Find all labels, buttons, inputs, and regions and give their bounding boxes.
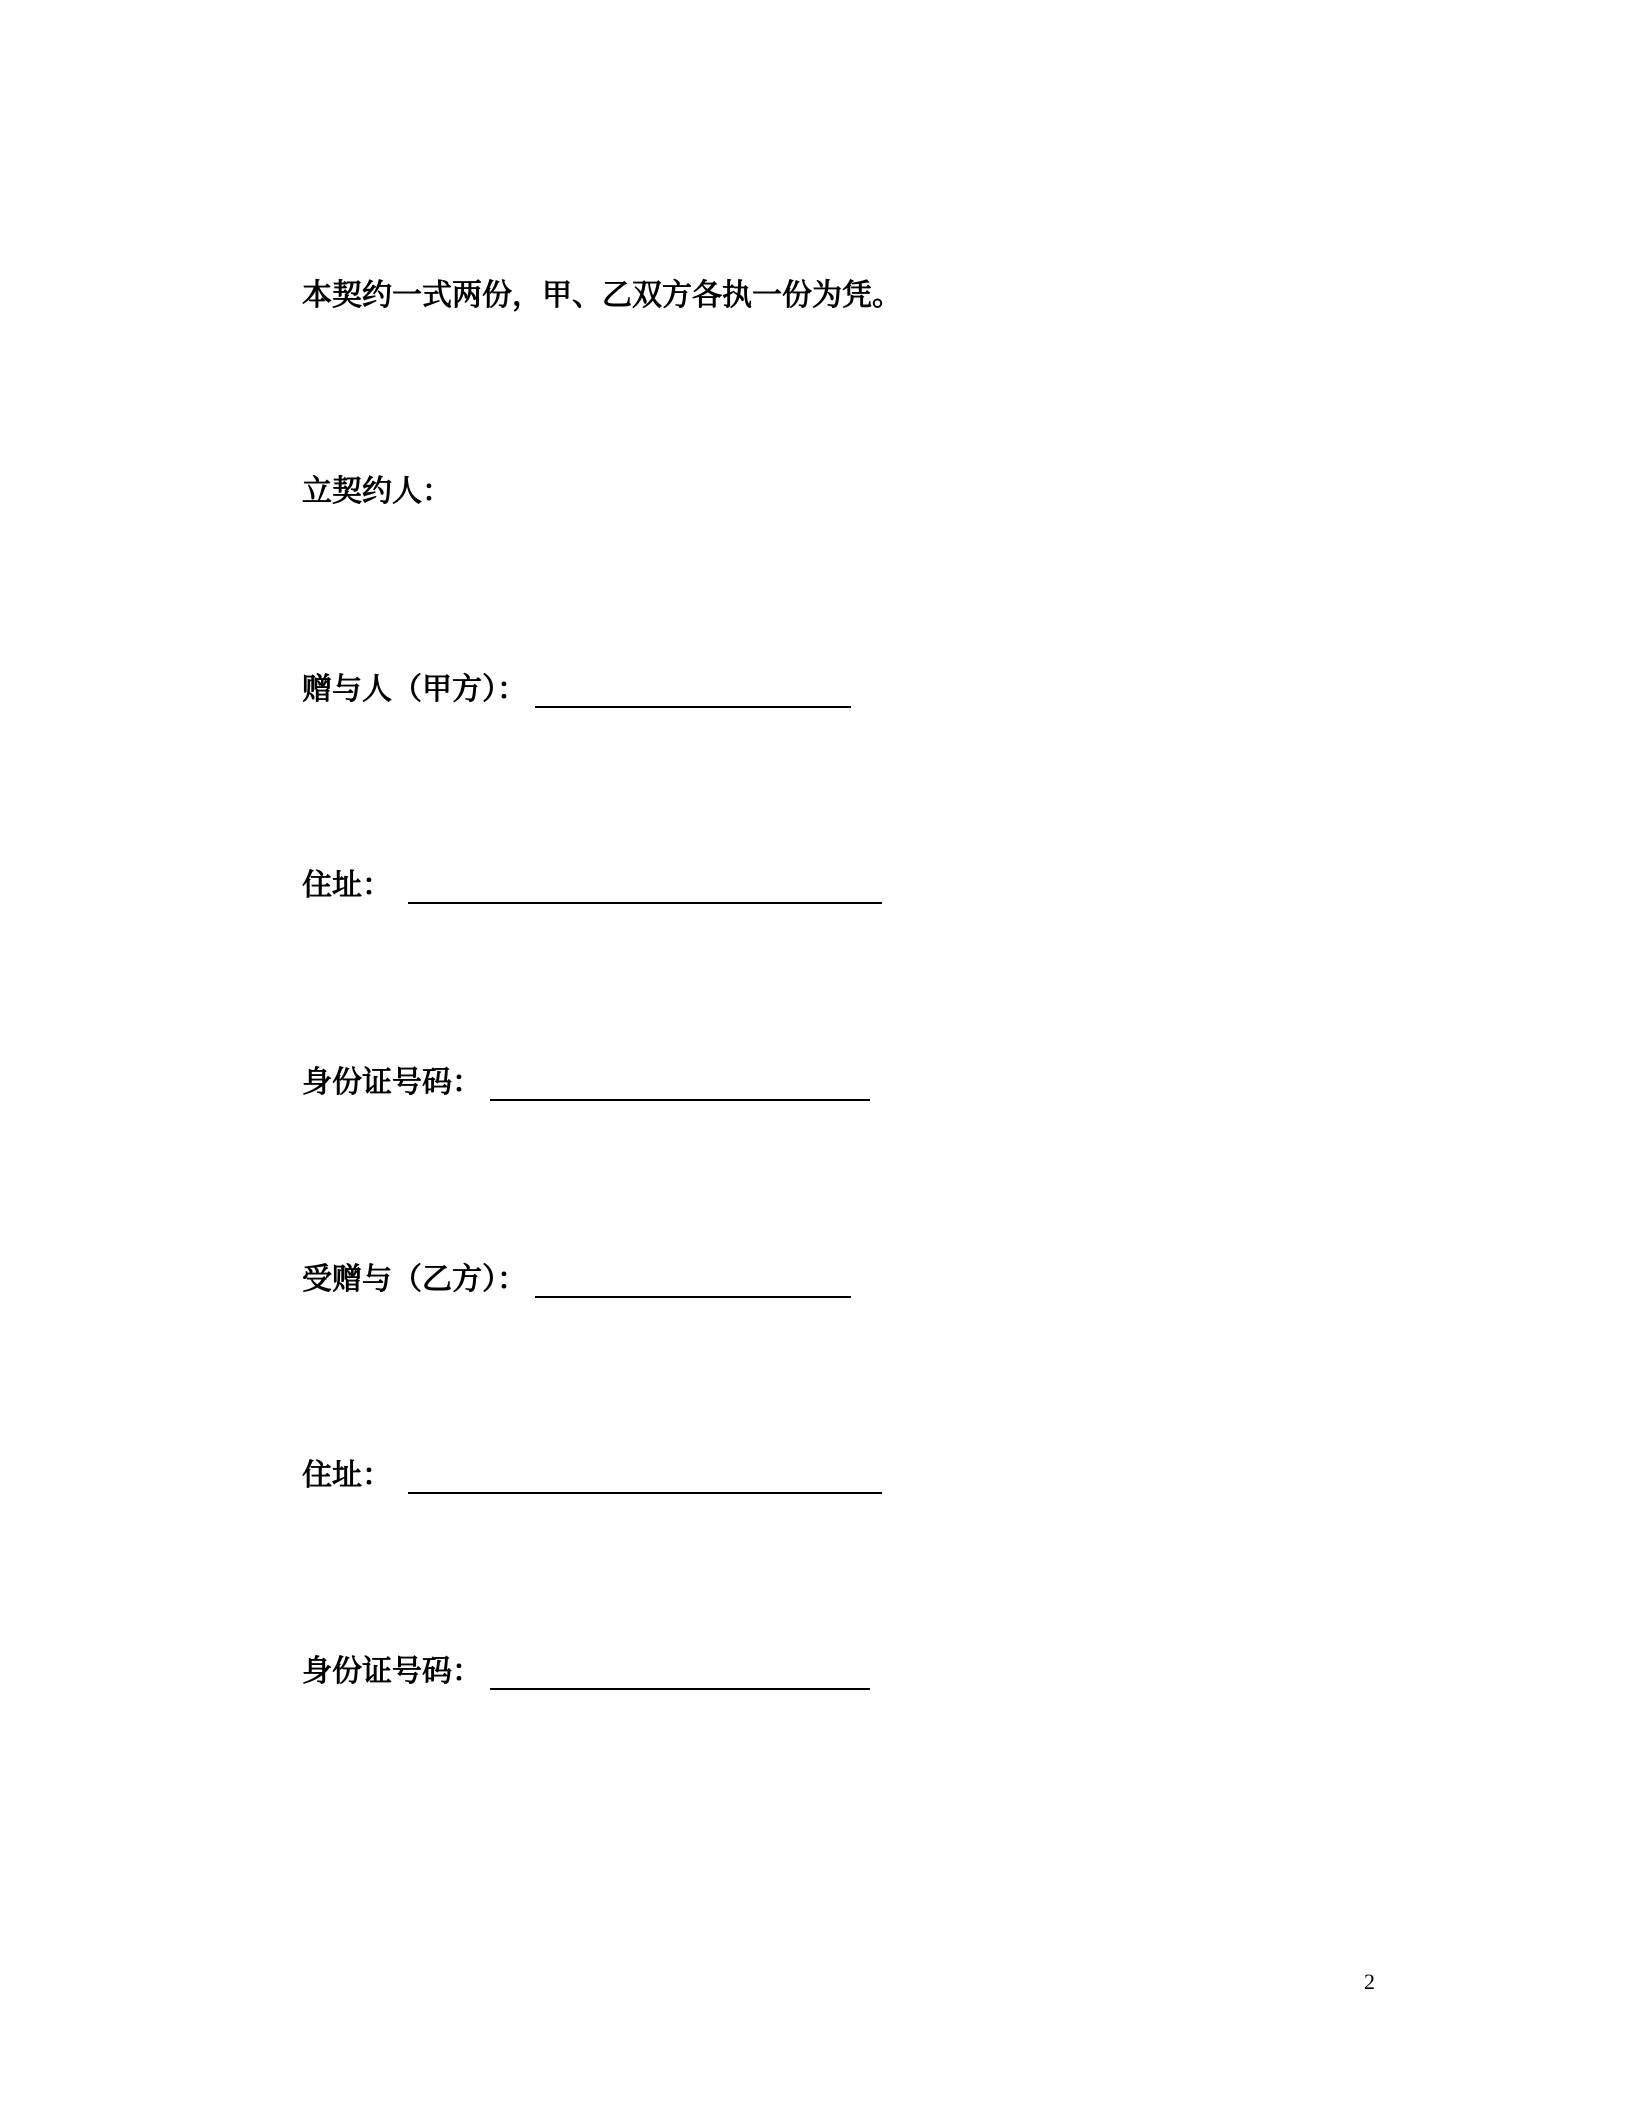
donee-address-field (302, 1456, 882, 1496)
donee-address-blank-line[interactable] (408, 1462, 882, 1494)
donee-id-field (302, 1652, 870, 1692)
donee-blank-line[interactable] (535, 1266, 851, 1298)
donor-address-blank-line[interactable] (408, 872, 882, 904)
donee-address-label: 住址： (302, 1458, 392, 1493)
donee-id-label: 身份证号码： (302, 1654, 482, 1689)
donor-id-field (302, 1063, 870, 1103)
donor-address-field (302, 866, 882, 906)
signatories-heading: 立契约人： (302, 474, 452, 509)
donor-blank-line[interactable] (535, 676, 851, 708)
donee-label: 受赠与（乙方）： (302, 1262, 527, 1297)
page-number: 2 (1364, 1969, 1375, 1994)
donor-address-label: 住址： (302, 868, 392, 903)
donee-field (302, 1260, 851, 1300)
donor-id-blank-line[interactable] (490, 1069, 870, 1101)
donor-id-label: 身份证号码： (302, 1065, 482, 1100)
closing-statement: 本契约一式两份，甲、乙双方各执一份为凭。 (302, 278, 902, 313)
donor-label: 赠与人（甲方）： (302, 672, 527, 707)
donee-id-blank-line[interactable] (490, 1658, 870, 1690)
donor-field (302, 670, 851, 710)
